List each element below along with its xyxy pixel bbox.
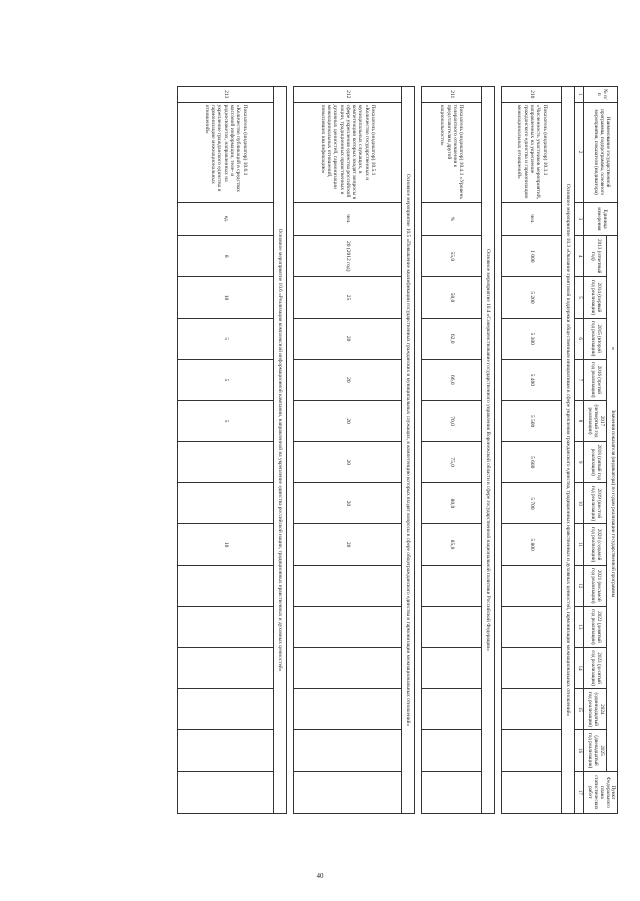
column-index: 3 — [575, 202, 584, 235]
header-year: 2023 (десятый год реализации) — [584, 648, 607, 689]
table-row — [178, 87, 274, 814]
row-value: 20 — [294, 442, 402, 483]
column-index: 14 — [575, 648, 584, 689]
column-index: 12 — [575, 565, 584, 606]
row-unit: % — [422, 202, 482, 235]
column-index-row — [575, 87, 584, 814]
row-value — [178, 606, 274, 647]
row-value: 70,0 — [422, 400, 482, 441]
header-year: 2022 (девятый год реализации) — [584, 606, 607, 647]
row-value: 5 300 — [502, 318, 562, 359]
section-row — [482, 87, 495, 814]
row-num: 210 — [502, 87, 562, 103]
header-year: 2020 (седьмой год реализации) — [584, 524, 607, 565]
row-num: 212 — [294, 87, 402, 103]
header-year: 2018 (пятый год реализации) — [584, 442, 607, 483]
section-row — [274, 87, 287, 814]
column-index: 2 — [575, 102, 584, 202]
row-indicator-name: Показатель (индикатор) 10.4.1 «Уровень толерантного отношения к представителям другой национальности» — [422, 102, 482, 202]
header-year: 2019 (шестой год реализации) — [584, 483, 607, 524]
row-plan-item — [294, 771, 402, 813]
row-unit: чел. — [294, 202, 402, 235]
row-value — [294, 648, 402, 689]
row-value: 10 — [178, 277, 274, 318]
row-indicator-name: Показатель (индикатор) 10.5.1 «Количество государственных и муниципальных служащих, в компетенцию которых входят вопросы в сфере укрепления единства российской нации, традиционных нравственных и духовных ценностей, гармонизации межнациональных отношений, повысивших квалификацию» — [294, 102, 402, 202]
row-value — [502, 565, 562, 606]
column-index: 15 — [575, 689, 584, 730]
header-year: 2024 (одиннадцатый год реализации) — [584, 689, 607, 730]
spacer-row — [415, 87, 422, 814]
column-index: 6 — [575, 318, 584, 359]
row-value: 5 200 — [502, 277, 562, 318]
row-value: 20 (2012 год) — [294, 236, 402, 277]
row-value — [422, 730, 482, 771]
table-row — [502, 87, 562, 814]
header-year: 2021 (восьмой год реализации) — [584, 565, 607, 606]
row-value: 5 400 — [502, 359, 562, 400]
column-index: 8 — [575, 400, 584, 441]
row-value — [422, 606, 482, 647]
section-title: Основное мероприятие 10.3 «Оказание грантовой поддержки общественным инициативам в сфере укрепления гражданского единства, традиционных нравственных и духовных ценностей, гармонизации межнациональных отношений» — [562, 87, 575, 814]
spacer-row — [495, 87, 502, 814]
row-value — [502, 606, 562, 647]
row-value — [178, 483, 274, 524]
spacer-cell — [495, 87, 502, 814]
header-plan-item: Пункт Федерального плана статистических работ — [584, 771, 618, 813]
row-value: 20 — [294, 359, 402, 400]
row-value — [294, 606, 402, 647]
row-value — [178, 689, 274, 730]
header-values-group: Значения показателя (индикатора) по годам реализации государственной программы — [607, 236, 618, 771]
row-value — [422, 689, 482, 730]
row-value: 62,0 — [422, 318, 482, 359]
row-value: 5 700 — [502, 483, 562, 524]
row-value — [178, 442, 274, 483]
section-row — [562, 87, 575, 814]
row-value — [178, 648, 274, 689]
header-year: 2016 (третий год реализации) — [584, 359, 607, 400]
column-index: 1 — [575, 87, 584, 103]
column-index: 7 — [575, 359, 584, 400]
row-value — [502, 689, 562, 730]
row-value — [422, 648, 482, 689]
row-value — [178, 565, 274, 606]
table-row — [294, 87, 402, 814]
row-value: 20 — [294, 318, 402, 359]
header-name: Наименование государственной программы, подпрограммы, основного мероприятия, показателя (индикатора) — [584, 102, 618, 202]
header-year: 2013 (отчетный год) — [584, 236, 607, 277]
row-value: 85,0 — [422, 524, 482, 565]
row-indicator-name: Показатель (индикатор) 10.3.1 «Численность участников мероприятий, направленных на укрепление гражданского единства и гармонизацию межнациональных отношений» — [502, 102, 562, 202]
rotated-table-container — [112, 86, 618, 814]
column-index: 13 — [575, 606, 584, 647]
row-value: 25 — [294, 277, 402, 318]
column-index: 17 — [575, 771, 584, 813]
section-row — [402, 87, 415, 814]
row-value: 1 000 — [502, 236, 562, 277]
header-year: 2017 (четвертый год реализации) — [584, 400, 607, 441]
spacer-cell — [415, 87, 422, 814]
row-value: 75,0 — [422, 442, 482, 483]
corner-mark: 8 — [612, 346, 614, 351]
row-value — [178, 730, 274, 771]
row-value: 5 — [178, 400, 274, 441]
row-indicator-name: Показатель (индикатор) 10.6.1 «Количество публикаций в средствах массовой информации, теле- и радиосюжетах, направленных на укрепление гражданского единства и гармонизацию межнациональных отношений» — [178, 102, 274, 202]
row-num: 211 — [422, 87, 482, 103]
row-unit: чел. — [502, 202, 562, 235]
column-index: 4 — [575, 236, 584, 277]
row-num: 213 — [178, 87, 274, 103]
row-value: 58,0 — [422, 277, 482, 318]
column-index: 10 — [575, 483, 584, 524]
row-value: 5 — [178, 359, 274, 400]
column-index: 16 — [575, 730, 584, 771]
row-value — [502, 648, 562, 689]
column-index: 5 — [575, 277, 584, 318]
row-plan-item — [422, 771, 482, 813]
header-year: 2015 (второй год реализации) — [584, 318, 607, 359]
row-value: 20 — [294, 400, 402, 441]
row-value: 66,0 — [422, 359, 482, 400]
row-value: 20 — [294, 483, 402, 524]
header-num: № п/п — [584, 87, 618, 103]
row-value: 55,0 — [422, 236, 482, 277]
column-index: 9 — [575, 442, 584, 483]
header-year: 2025 (двенадцатый год реализации) — [584, 730, 607, 771]
row-plan-item — [178, 771, 274, 813]
row-value — [422, 565, 482, 606]
row-value — [502, 730, 562, 771]
table-row — [422, 87, 482, 814]
section-title: Основное мероприятие 10.6 «Реализация комплексной информационной кампании, направленной на укрепление единства российской нации, традиционных нравственных и духовных ценностей» — [274, 87, 287, 814]
row-value — [294, 730, 402, 771]
row-value: 5 800 — [502, 524, 562, 565]
section-title: Основное мероприятие 10.4 «Совершенствование государственного управления Воронежской области в сфере государственной национальной политики Российской Федерации» — [482, 87, 495, 814]
row-value: 10 — [178, 524, 274, 565]
header-unit: Единица измерения — [584, 202, 618, 235]
row-plan-item — [502, 771, 562, 813]
row-value: 5 — [178, 318, 274, 359]
indicators-table — [177, 86, 618, 814]
row-value: 5 600 — [502, 442, 562, 483]
row-value: 8 — [178, 236, 274, 277]
column-index: 11 — [575, 524, 584, 565]
row-value — [294, 565, 402, 606]
row-value: 80,0 — [422, 483, 482, 524]
page-number: 40 — [316, 872, 324, 880]
row-value — [294, 689, 402, 730]
spacer-row — [287, 87, 294, 814]
row-value: 5 500 — [502, 400, 562, 441]
header-year: 2014 (первый год реализации) — [584, 277, 607, 318]
row-value: 20 — [294, 524, 402, 565]
row-unit: ед. — [178, 202, 274, 235]
spacer-cell — [287, 87, 294, 814]
section-title: Основное мероприятие 10.5 «Повышение квалификации государственных гражданских и муниципальных служащих, в компетенцию которых входят вопросы в сфере общегражданского единства и гармонизации межнациональных отношений» — [402, 87, 415, 814]
